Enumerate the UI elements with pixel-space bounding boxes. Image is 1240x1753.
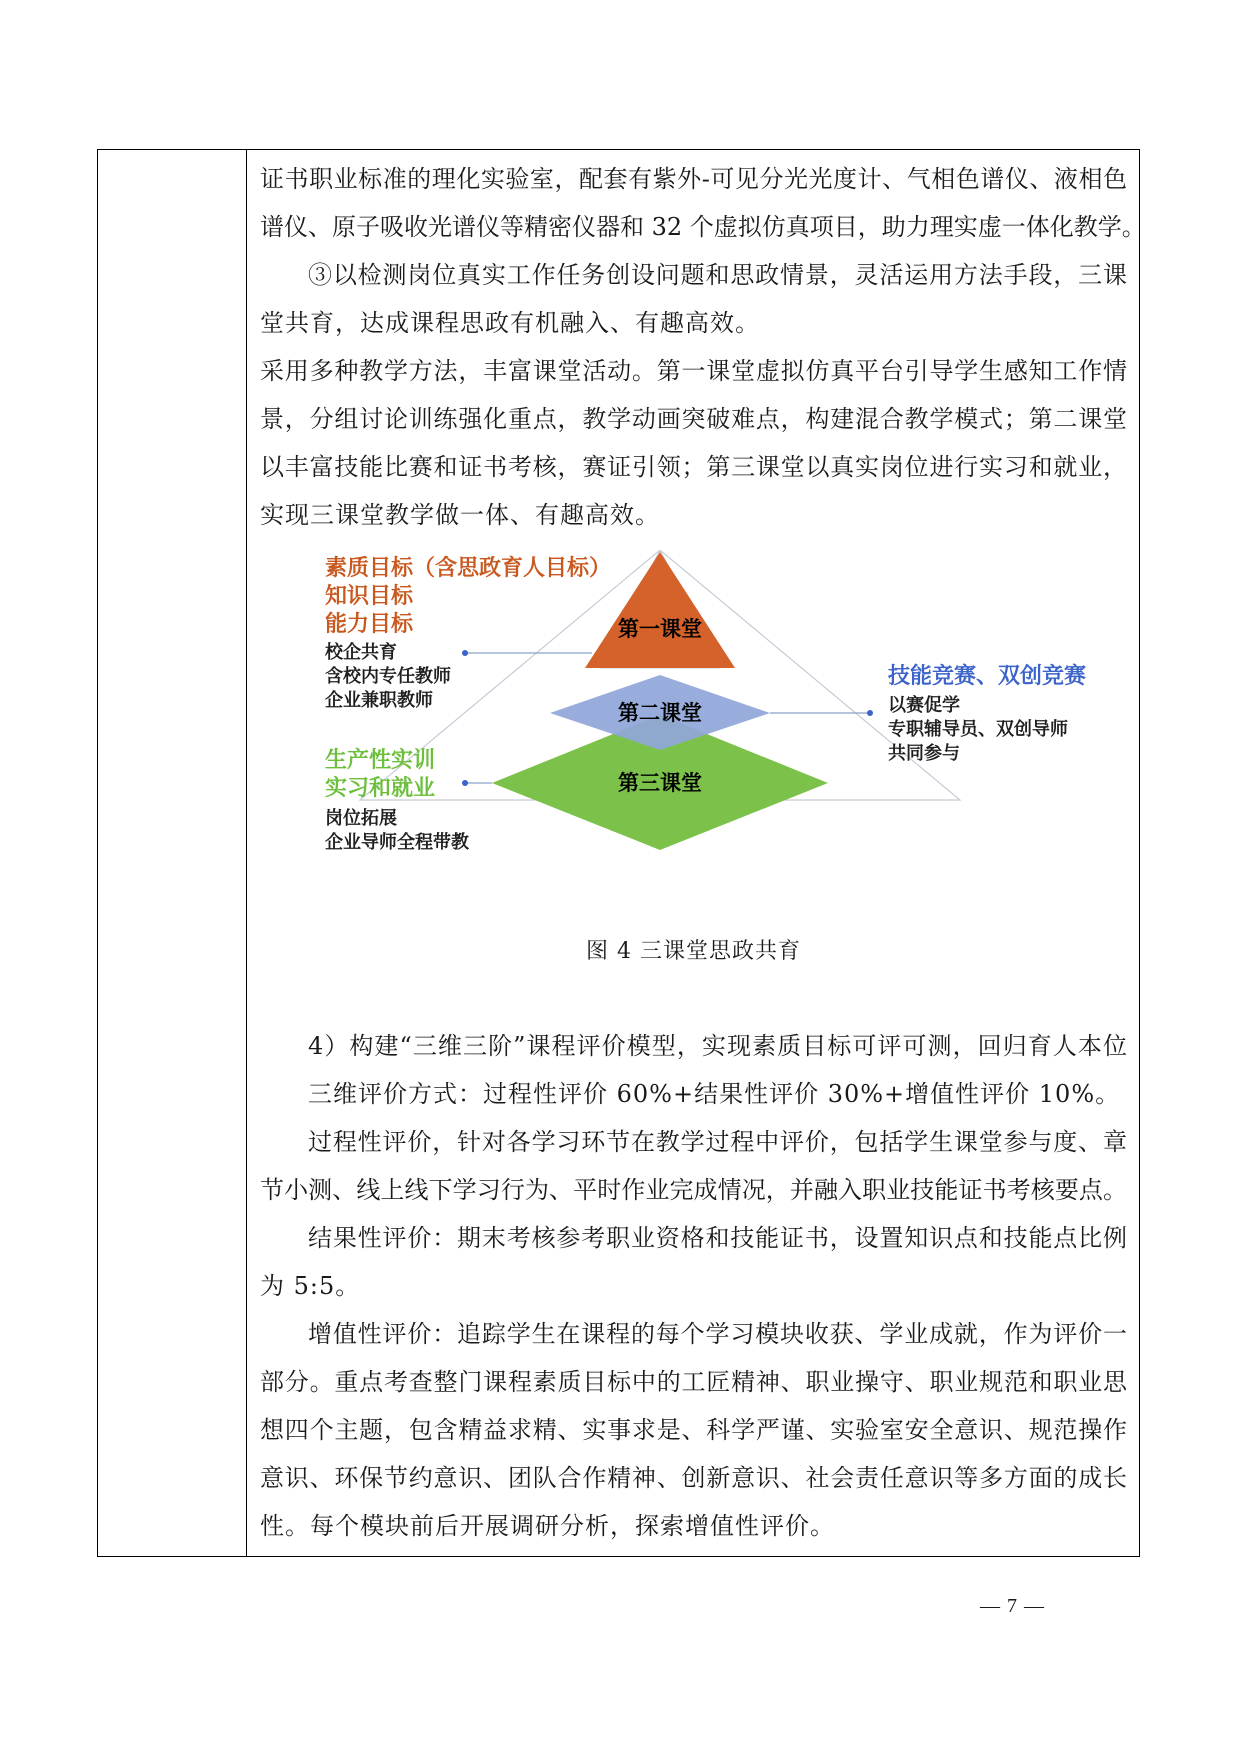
tier2-detail: 共同参与: [888, 743, 960, 764]
goal-label-ability: 能力目标: [325, 612, 414, 637]
paragraph-line: 性。每个模块前后开展调研分析，探索增值性评价。: [260, 1512, 835, 1540]
paragraph-line: 意识、环保节约意识、团队合作精神、创新意识、社会责任意识等多方面的成长: [260, 1464, 1127, 1492]
paragraph-line: 景，分组讨论训练强化重点，教学动画突破难点，构建混合教学模式；第二课堂: [260, 405, 1127, 433]
tier-3-label: 第三课堂: [618, 771, 702, 795]
competition-label: 技能竞赛、双创竞赛: [888, 664, 1087, 689]
paragraph-line: 证书职业标准的理化实验室，配套有紫外-可见分光光度计、气相色谱仪、液相色: [260, 165, 1127, 193]
evaluation-heading: 4）构建“三维三阶”课程评价模型，实现素质目标可评可测，回归育人本位: [308, 1032, 1127, 1060]
paragraph-line: 谱仪、原子吸收光谱仪等精密仪器和 32 个虚拟仿真项目，助力理实虚一体化教学。: [260, 213, 1146, 241]
content-table: [97, 149, 1146, 1557]
tier1-detail: 企业兼职教师: [325, 690, 433, 711]
tier2-detail: 专职辅导员、双创导师: [888, 719, 1068, 740]
tier1-detail: 校企共育: [325, 642, 397, 663]
table-content-cell: [260, 150, 1146, 1556]
connector-dot: [462, 780, 468, 786]
paragraph-line: 堂共育，达成课程思政有机融入、有趣高效。: [260, 309, 760, 337]
paragraph-line: 增值性评价：追踪学生在课程的每个学习模块收获、学业成就，作为评价一: [308, 1320, 1127, 1348]
paragraph-line: 部分。重点考查整门课程素质目标中的工匠精神、职业操守、职业规范和职业思: [260, 1368, 1127, 1396]
tier3-detail: 岗位拓展: [325, 808, 397, 829]
paragraph-line: 以丰富技能比赛和证书考核，赛证引领；第三课堂以真实岗位进行实习和就业，: [260, 453, 1127, 481]
practice-label: 实习和就业: [325, 776, 436, 801]
page-number: — 7 —: [980, 1595, 1045, 1617]
table-column-divider: [246, 150, 247, 1556]
tier1-detail: 含校内专任教师: [325, 666, 451, 687]
tier2-detail: 以赛促学: [888, 695, 960, 716]
paragraph-line: 实现三课堂教学做一体、有趣高效。: [260, 501, 660, 529]
paragraph-line: 节小测、线上线下学习行为、平时作业完成情况，并融入职业技能证书考核要点。: [260, 1176, 1127, 1204]
tier-2-label: 第二课堂: [618, 701, 702, 725]
paragraph-line: 采用多种教学方法，丰富课堂活动。第一课堂虚拟仿真平台引导学生感知工作情: [260, 357, 1127, 385]
paragraph-line: 三维评价方式：过程性评价 60%+结果性评价 30%+增值性评价 10%。: [308, 1080, 1121, 1108]
figure-caption: 图 4 三课堂思政共育: [586, 939, 801, 964]
paragraph-line: ③以检测岗位真实工作任务创设问题和思政情景，灵活运用方法手段，三课: [308, 261, 1127, 289]
tier-1-label: 第一课堂: [618, 617, 702, 641]
connector-dot: [462, 650, 468, 656]
paragraph-line: 结果性评价：期末考核参考职业资格和技能证书，设置知识点和技能点比例: [308, 1224, 1127, 1252]
three-classroom-figure: [260, 550, 1127, 910]
goal-label-knowledge: 知识目标: [325, 584, 414, 609]
goal-label-quality: 素质目标（含思政育人目标）: [325, 556, 612, 581]
paragraph-line: 为 5:5。: [260, 1272, 361, 1300]
connector-dot: [867, 710, 873, 716]
practice-label: 生产性实训: [325, 748, 436, 773]
tier3-detail: 企业导师全程带教: [325, 832, 469, 853]
paragraph-line: 过程性评价，针对各学习环节在教学过程中评价，包括学生课堂参与度、章: [308, 1128, 1127, 1156]
paragraph-line: 想四个主题，包含精益求精、实事求是、科学严谨、实验室安全意识、规范操作: [260, 1416, 1127, 1444]
